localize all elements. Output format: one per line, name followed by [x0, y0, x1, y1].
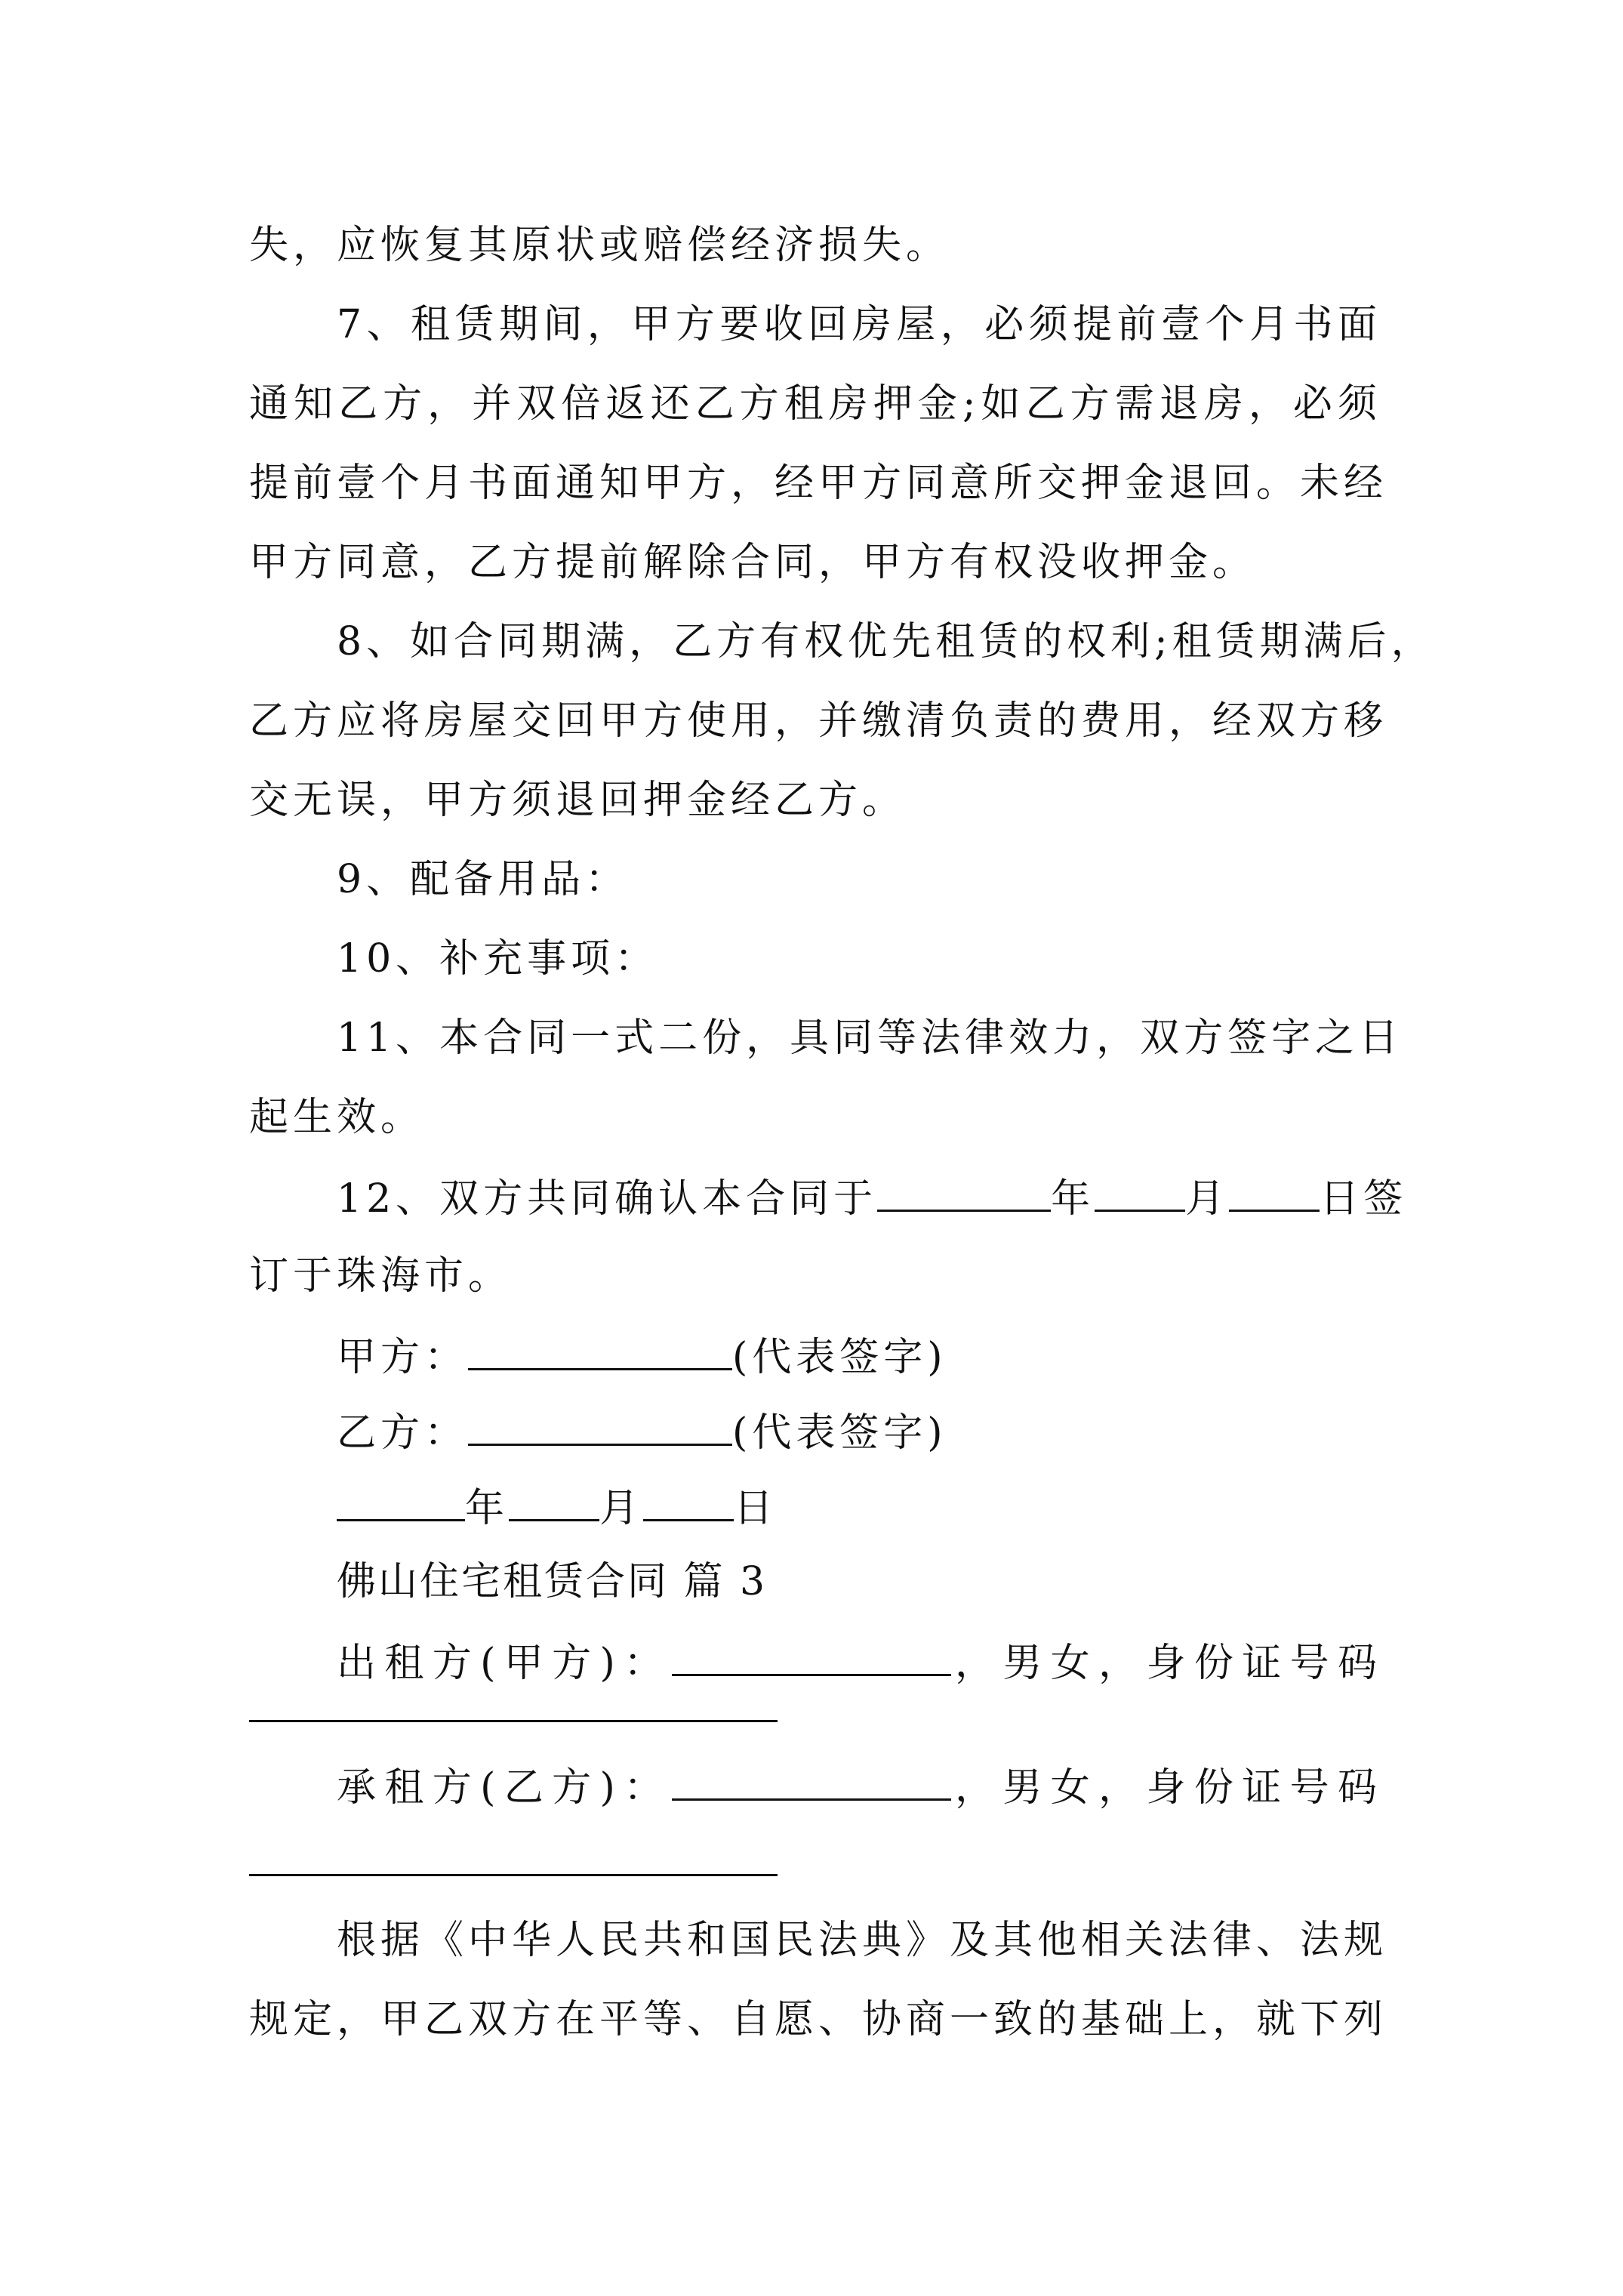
- party-a-suffix: (代表签字): [732, 1335, 947, 1380]
- clause-8-line-1: 8、如合同期满，乙方有权优先租赁的权利;租赁期满后，: [337, 619, 1435, 664]
- lessor-id-blank: [249, 1720, 778, 1722]
- preamble-line-2: 规定，甲乙双方在平等、自愿、协商一致的基础上，就下列: [249, 1997, 1388, 2042]
- sig-day-blank: [643, 1480, 734, 1521]
- clause-12-year: 年: [1051, 1176, 1095, 1222]
- party-a-signature: [337, 1329, 1381, 1382]
- clause-12-day-sign: 日签: [1320, 1176, 1408, 1222]
- clause-12-prefix: 12、双方共同确认本合同于: [337, 1176, 878, 1222]
- preamble-line-1: 根据《中华人民共和国民法典》及其他相关法律、法规: [337, 1918, 1388, 1963]
- clause-7-line-1: 7、租赁期间，甲方要收回房屋，必须提前壹个月书面: [337, 302, 1381, 347]
- sig-month: 月: [599, 1486, 644, 1531]
- clause-7-line-4: 甲方同意，乙方提前解除合同，甲方有权没收押金。: [249, 540, 1257, 585]
- lessor-line: [337, 1635, 1381, 1687]
- party-b-suffix: (代表签字): [732, 1410, 947, 1456]
- party-b-label: 乙方：: [337, 1410, 469, 1456]
- party-a-blank: [468, 1329, 732, 1370]
- lessor-suffix: ，男女，身份证号码: [950, 1641, 1381, 1686]
- clause-9: 9、配备用品：: [337, 857, 630, 902]
- month-blank: [1095, 1170, 1185, 1212]
- signature-date: [337, 1480, 1381, 1533]
- clause-12-month: 月: [1185, 1176, 1230, 1222]
- lessee-label: 承租方(乙方)：: [337, 1765, 672, 1811]
- day-blank: [1229, 1170, 1320, 1212]
- clause-10: 10、补充事项：: [337, 936, 659, 982]
- clause-7-line-3: 提前壹个月书面通知甲方，经甲方同意所交押金退回。未经: [249, 461, 1388, 506]
- party-b-signature: [337, 1404, 1381, 1457]
- party-a-label: 甲方：: [337, 1335, 469, 1380]
- section-3-title: 佛山住宅租赁合同 篇 3: [337, 1559, 768, 1604]
- lessee-suffix: ，男女，身份证号码: [950, 1765, 1381, 1811]
- clause-8-line-3: 交无误，甲方须退回押金经乙方。: [249, 778, 907, 823]
- lessee-id-blank: [249, 1874, 778, 1876]
- lessor-label: 出租方(甲方)：: [337, 1641, 672, 1686]
- clause-11-line-2: 起生效。: [249, 1095, 425, 1140]
- clause-11-line-1: 11、本合同一式二份，具同等法律效力，双方签字之日: [337, 1015, 1403, 1061]
- sig-year-blank: [337, 1480, 465, 1521]
- clause-12-line-1: [337, 1170, 1408, 1223]
- clause-8-line-2: 乙方应将房屋交回甲方使用，并缴清负责的费用，经双方移: [249, 698, 1388, 744]
- party-b-blank: [468, 1404, 732, 1446]
- lessee-name-blank: [672, 1759, 951, 1801]
- sig-day: 日: [734, 1486, 778, 1531]
- clause-7-line-2: 通知乙方，并双倍返还乙方租房押金;如乙方需退房，必须: [249, 381, 1381, 427]
- clause-12-line-2: 订于珠海市。: [249, 1253, 513, 1299]
- clause-6-continuation: 失，应恢复其原状或赔偿经济损失。: [249, 223, 950, 268]
- sig-year: 年: [465, 1486, 510, 1531]
- year-blank: [877, 1170, 1051, 1212]
- lessee-line: [337, 1759, 1381, 1812]
- sig-month-blank: [509, 1480, 599, 1521]
- lessor-name-blank: [672, 1635, 951, 1676]
